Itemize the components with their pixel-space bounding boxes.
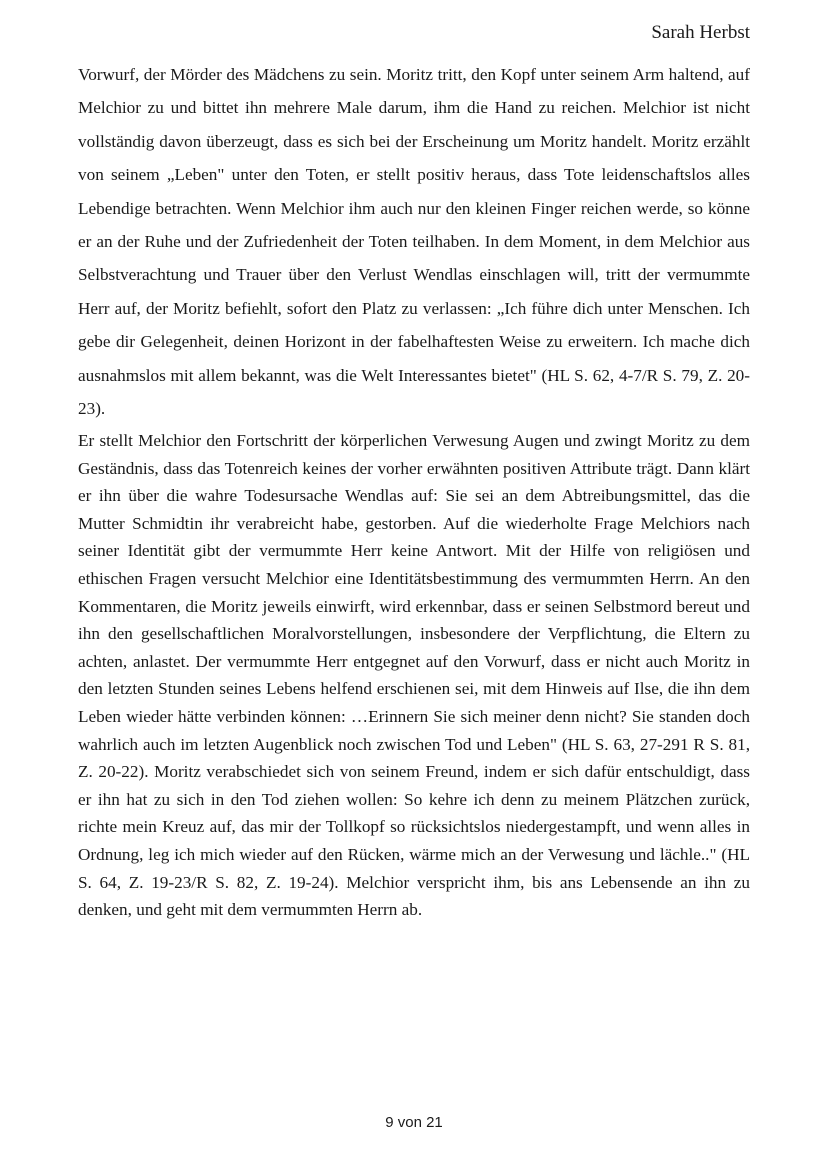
page-number: 9 von 21 (385, 1114, 443, 1131)
author-name: Sarah Herbst (651, 22, 750, 43)
paragraph-1: Vorwurf, der Mörder des Mädchens zu sein. Moritz tritt, den Kopf unter seinem Arm haltend, auf Melchior zu und bittet ihn mehrere Male darum, ihm die Hand zu reichen. Melchior ist nicht vollständig davon überzeugt, dass es sich bei der Erscheinung um Moritz handelt. Moritz erzählt von seinem „Leben" unter den Toten, er stellt positiv heraus, dass Tote leidenschaftslos alles Lebendige betrachten. Wenn Melchior ihm auch nur den kleinen Finger reichen werde, so könne er an der Ruhe und der Zufriedenheit der Toten teilhaben. In dem Moment, in dem Melchior aus Selbstverachtung und Trauer über den Verlust Wendlas einschlagen will, tritt der vermummte Herr auf, der Moritz befiehlt, sofort den Platz zu verlassen: „Ich führe dich unter Menschen. Ich gebe dir Gelegenheit, deinen Horizont in der fabelhaftesten Weise zu erweitern. Ich mache dich ausnahmslos mit allem bekannt, was die Welt Interessantes bietet" (HL S. 62, 4-7/R S. 79, Z. 20-23). (78, 65, 750, 419)
paragraph-2: Er stellt Melchior den Fortschritt der körperlichen Verwesung Augen und zwingt Moritz zu dem Geständnis, dass das Totenreich keines der vorher erwähnten positiven Attribute trägt. Dann klärt er ihn über die wahre Todesursache Wendlas auf: Sie sei an dem Abtreibungsmittel, das die Mutter Schmidtin ihr verabreicht habe, gestorben. Auf die wiederholte Frage Melchiors nach seiner Identität gibt der vermummte Herr keine Antwort. Mit der Hilfe von religiösen und ethischen Fragen versucht Melchior eine Identitätsbestimmung des vermummten Herrn. An den Kommentaren, die Moritz jeweils einwirft, wird erkennbar, dass er seinen Selbstmord bereut und ihn den gesellschaftlichen Moralvorstellungen, insbesondere der Verpflichtung, die Eltern zu achten, anlastet. Der vermummte Herr entgegnet auf den Vorwurf, dass er nicht auch Moritz in den letzten Stunden seines Lebens helfend erschienen sei, mit dem Hinweis auf Ilse, die ihn dem Leben wieder hätte verbinden können: …Erinnern Sie sich meiner denn nicht? Sie standen doch wahrlich auch im letzten Augenblick noch zwischen Tod und Leben" (HL S. 63, 27-291 R S. 81, Z. 20-22). Moritz verabschiedet sich von seinem Freund, indem er sich dafür entschuldigt, dass er ihn hat zu sich in den Tod ziehen wollen: So kehre ich denn zu meinem Plätzchen zurück, richte mein Kreuz auf, das mir der Tollkopf so rücksichtslos niedergestampft, und wenn alles in Ordnung, leg ich mich wieder auf den Rücken, wärme mich an der Verwesung und lächle.." (HL S. 64, Z. 19-23/R S. 82, Z. 19-24). Melchior verspricht ihm, bis ans Lebensende an ihn zu denken, und geht mit dem vermummten Herrn ab. (78, 431, 750, 920)
